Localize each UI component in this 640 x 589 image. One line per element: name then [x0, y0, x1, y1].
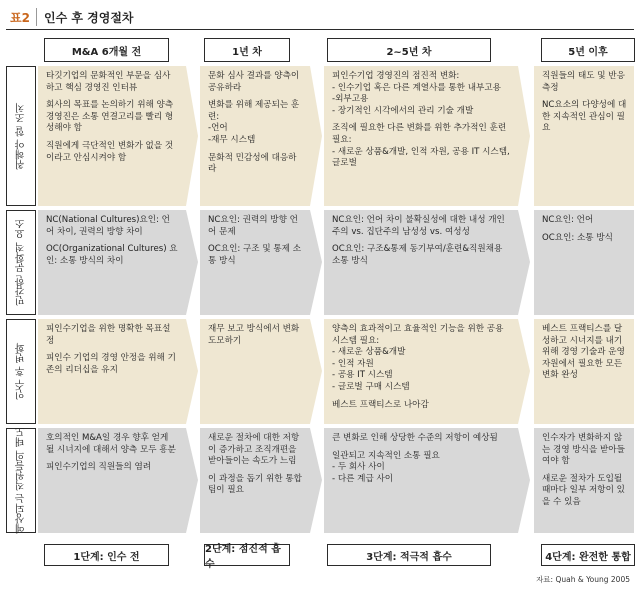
- cell-r3-c3: 양측의 효과적이고 효율적인 기능을 위한 공용 시스템 필요: - 새로운 상품&개발 - 인적 자원 - 공용 IT 시스템 - 글로벌 구매 시스템 베스트 프랙티스로 나아감: [324, 319, 514, 424]
- figure-tag: 표2: [10, 11, 30, 25]
- cell-r3-c4: 베스트 프랙티스를 달성하고 시너지를 내기 위해 경영 기술과 운영 자원에서 필요한 모든 변화 완성: [534, 319, 634, 424]
- arrow-chevron: [306, 319, 322, 424]
- arrow-chevron: [306, 210, 322, 315]
- stage-footer-1: 1단계: 인수 전: [44, 544, 169, 566]
- arrow-chevron: [182, 66, 198, 206]
- arrow-chevron: [514, 319, 530, 424]
- stage-header-4: 5년 이후: [541, 38, 635, 62]
- cell-r2-c2: NC요인: 권력의 방향 언어 문제 OC요인: 구조 및 통제 소통 방식: [200, 210, 306, 315]
- title-divider: [36, 8, 37, 26]
- arrow-chevron: [182, 319, 198, 424]
- stage-header-2: 1년 차: [204, 38, 290, 62]
- arrow-chevron: [514, 66, 530, 206]
- cell-r1-c2: 문화 심사 결과를 양측이 공유하라 변화를 위해 제공되는 훈련: -언어 -재무 시스템 문화적 민감성에 대응하라: [200, 66, 306, 206]
- cell-r2-c4: NC요인: 언어 OC요인: 소통 방식: [534, 210, 634, 315]
- stage-footer-2: 2단계: 점진적 흡수: [204, 544, 290, 566]
- stage-header-1: M&A 6개월 전: [44, 38, 169, 62]
- arrow-chevron: [306, 66, 322, 206]
- cell-r4-c4: 인수자가 변화하지 않는 경영 방식을 받아들여야 함 새로운 절차가 도입될 때마다 일부 저항이 있을 수 있음: [534, 428, 634, 533]
- cell-r2-c3: NC요인: 언어 차이 불확실성에 대한 내성 개인주의 vs. 집단주의 남성성 vs. 여성성 OC요인: 구조&통제 동기부여/훈련&직원채용 소통 방식: [324, 210, 514, 315]
- stage-header-3: 2~5년 차: [327, 38, 491, 62]
- stage-footer-4: 4단계: 완전한 통합: [541, 544, 635, 566]
- cell-r1-c3: 피인수기업 경영진의 점진적 변화: - 인수기업 혹은 다른 계열사를 통한 내부고용 -외부고용 - 장기적인 시각에서의 관리 기술 개발 조직에 필요한 다른 변화를 위한 추가적인 훈련 필요: - 새로운 상품&개발, 인적 자원, 공용 IT 시스템, 글로벌: [324, 66, 514, 206]
- cell-r1-c4: 직원들의 태도 및 반응 측정 NC요소의 다양성에 대한 지속적인 관심이 필요: [534, 66, 634, 206]
- arrow-chevron: [306, 428, 322, 533]
- cell-r4-c2: 새로운 절차에 대한 저항이 증가하고 조직개편을 받아들이는 속도가 느림 이 과정을 돕기 위한 통합팀이 필요: [200, 428, 306, 533]
- arrow-chevron: [514, 428, 530, 533]
- cell-r4-c1: 호의적인 M&A일 경우 향후 얻게 될 시너지에 대해서 양측 모두 흥분 피인수기업의 직원들의 염려: [38, 428, 182, 533]
- cell-r4-c3: 큰 변화로 인해 상당한 수준의 저항이 예상됨 일관되고 지속적인 소통 필요 - 두 회사 사이 - 다른 계급 사이: [324, 428, 514, 533]
- arrow-chevron: [514, 210, 530, 315]
- cell-r1-c1: 타깃기업의 문화적인 부문을 심사하고 핵심 경영진 인터뷰 회사의 목표를 논의하기 위해 양측 경영진은 소통 연결고리를 빨리 형성해야 함 직원에게 극단적인 변화가 없을 것이라고 안심시켜야 함: [38, 66, 182, 206]
- page-title: 인수 후 경영절차: [44, 11, 134, 25]
- stage-footer-3: 3단계: 적극적 흡수: [327, 544, 491, 566]
- row-label-attitudes: 예상되는 직원들의 태도: [6, 428, 36, 533]
- cell-r3-c1: 피인수기업을 위한 명확한 목표설정 피인수 기업의 경영 안정을 위해 기존의 리더십을 유지: [38, 319, 182, 424]
- cell-r3-c2: 재무 보고 방식에서 변화 도모하기: [200, 319, 306, 424]
- arrow-chevron: [182, 428, 198, 533]
- row-label-changes: 인수 후 변화: [6, 319, 36, 424]
- cell-r2-c1: NC(National Cultures)요인: 언어 차이, 권력의 방향 차이 OC(Organizational Cultures) 요인: 소통 방식의 차이: [38, 210, 182, 315]
- row-label-actions: 취해야 할 조치: [6, 66, 36, 206]
- arrow-chevron: [182, 210, 198, 315]
- row-label-culture: 민감한 문화적 요소: [6, 210, 36, 315]
- source-note: 자료: Quah & Young 2005: [536, 575, 630, 584]
